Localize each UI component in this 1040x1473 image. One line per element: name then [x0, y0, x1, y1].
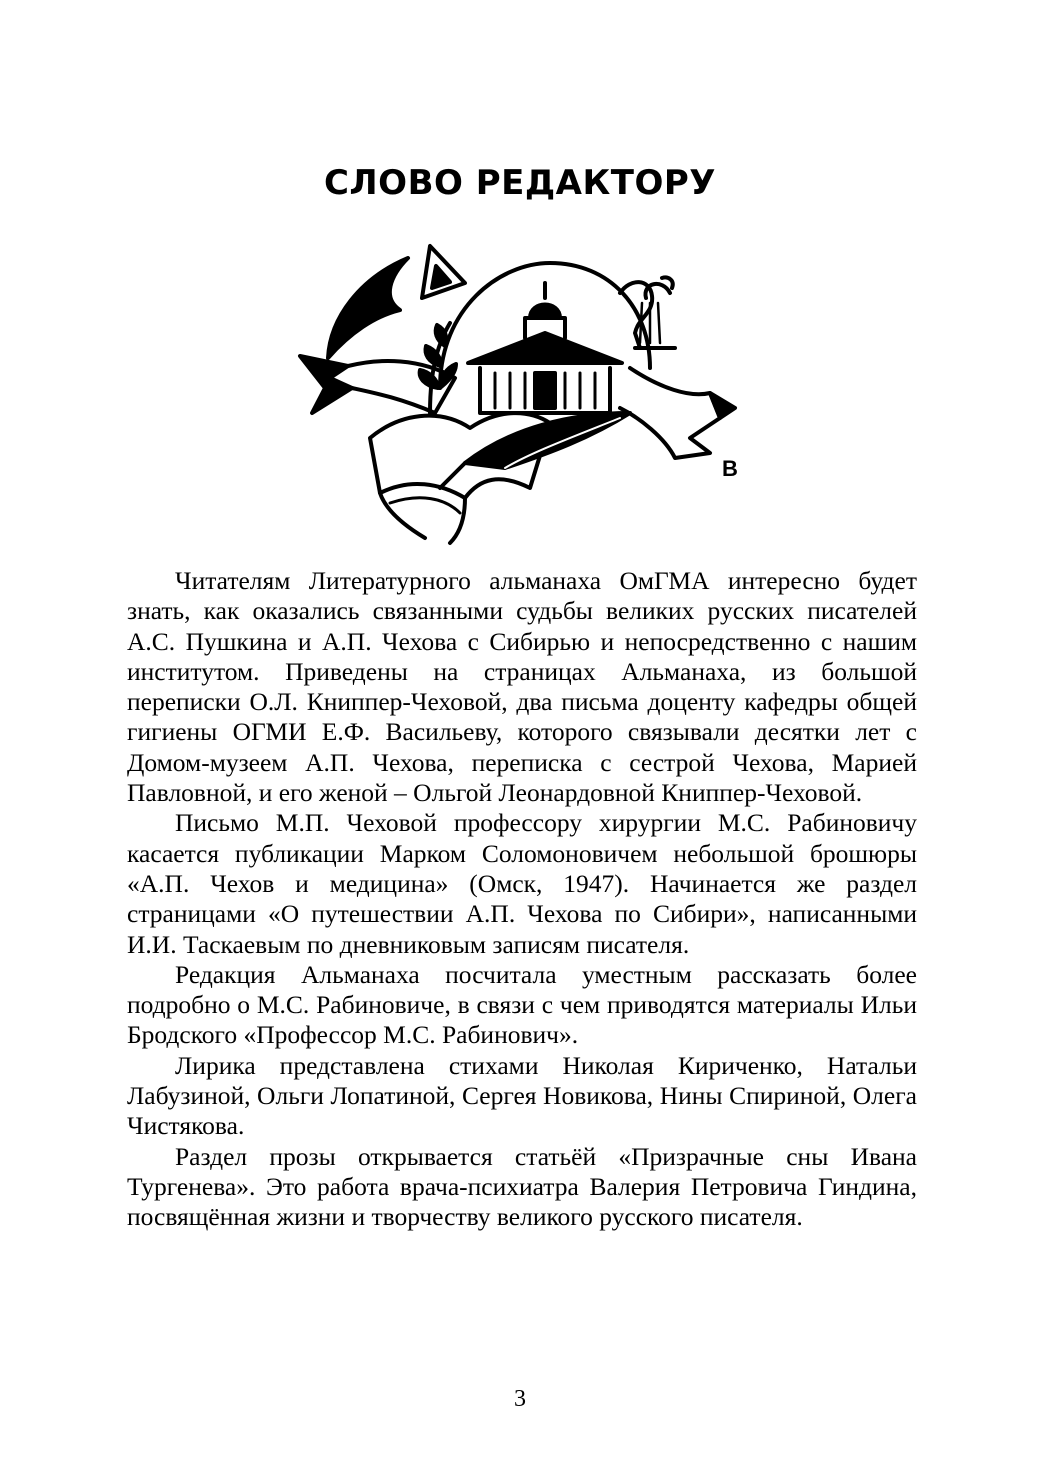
page-title: СЛОВО РЕДАКТОРУ — [323, 163, 716, 203]
paragraph: Лирика представлена стихами Николая Кириченко, Натальи Лабузиной, Ольги Лопатиной, Сергея Новикова, Нины Спириной, Олега Чистякова. — [127, 1050, 917, 1141]
quill-icon — [465, 413, 630, 468]
paragraph: Письмо М.П. Чеховой профессору хирургии М.С. Рабиновичу касается публикации Марком Соломоновичем небольшой брошюры «А.П. Чехов и медицина» (Омск, 1947). Начинается же раздел страницами «О путешествии А.П. Чехова по Сибири», написанными И.И. Таскаевым по дневниковым записям писателя. — [127, 808, 917, 959]
page-number: 3 — [514, 1386, 526, 1412]
paragraph: Редакция Альманаха посчитала уместным рассказать более подробно о М.С. Рабиновиче, в связи с чем приводятся материалы Ильи Бродского «Профессор М.С. Рабинович». — [127, 959, 917, 1050]
almanac-emblem-illustration — [290, 238, 760, 548]
signature-initial: В — [722, 456, 738, 481]
right-ribbon — [620, 368, 720, 458]
paragraph: Раздел прозы открывается статьёй «Призрачные сны Ивана Тургенева». Это работа врача-психиатра Валерия Петровича Гиндина, посвящённая жизни и творчеству великого русского писателя. — [127, 1141, 917, 1232]
building-icon — [468, 283, 622, 413]
left-ribbon — [300, 356, 352, 413]
crescent-moon-icon — [328, 258, 408, 358]
editorial-text — [127, 566, 917, 1233]
paragraph: Читателям Литературного альманаха ОмГМА интересно будет знать, как оказались связанными судьбы великих русских писателей А.С. Пушкина и А.П. Чехова с Сибирью и непосредственно с нашим институтом. Приведены на страницах Альманаха, из большой переписки О.Л. Книппер-Чеховой, два письма доценту кафедры общей гигиены ОГМИ Е.Ф. Васильеву, которого связывали десятки лет с Домом-музеем А.П. Чехова, переписка с сестрой Чехова, Марией Павловной, и его женой – Ольгой Леонардовной Книппер-Чеховой. — [127, 566, 917, 808]
